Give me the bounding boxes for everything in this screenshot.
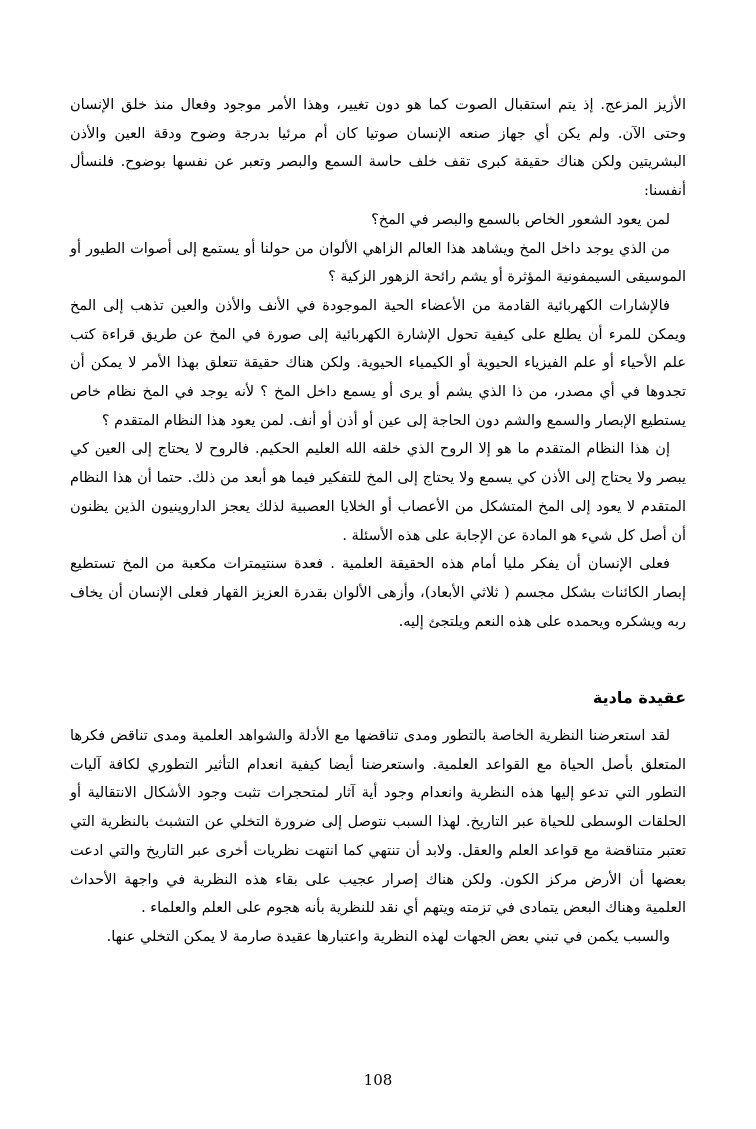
paragraph-8: والسبب يكمن في تبني بعض الجهات لهذه النظرية واعتبارها عقيدة صارمة لا يمكن التخلي عنها. xyxy=(106,928,670,945)
page-number: 108 xyxy=(363,1071,393,1089)
paragraph-1: الأزيز المزعج. إذ يتم استقبال الصوت كما هو دون تغيير، وهذا الأمر موجود وفعال منذ خلق الإنسان وحتى الآن. ولم يكن أي جهاز صنعه الإنسان صوتيا كان أم مرئيا بدرجة وضوح ودقة العين والأذن البشريتين ولكن هناك حقيقة كبرى تقف خلف حاسة السمع والبصر وتعبر عن نفسها بوضوح. فلنسأل أنفسنا: xyxy=(70,97,686,200)
paragraph-5: إن هذا النظام المتقدم ما هو إلا الروح الذي خلقه الله العليم الحكيم. فالروح لا يحتاج إلى العين كي يبصر ولا يحتاج إلى الأذن كي يسمع ولا يحتاج إلى المخ للتفكير فيما هو أبعد من ذلك. حتما أن هذا النظام المتقدم لا يعود إلى المخ المتشكل من الأعصاب أو الخلايا العصبية لذلك يعجز الداروينيون الذين يظنون أن أصل كل شيء هو المادة عن الإجابة على هذه الأسئلة . xyxy=(70,441,686,544)
paragraph-3: من الذي يوجد داخل المخ ويشاهد هذا العالم الزاهي الألوان من حولنا أو يستمع إلى أصوات الطيور أو الموسيقى السيمفونية المؤثرة أو يشم رائحة الزهور الزكية ؟ xyxy=(70,240,686,286)
paragraph-7: لقد استعرضنا النظرية الخاصة بالتطور ومدى تناقضها مع الأدلة والشواهد العلمية ومدى تناقض فكرها المتعلق بأصل الحياة مع القواعد العلمية. واستعرضنا أيضا كيفية انعدام التأثير التطوري لكافة آليات التطور التي تدعو إليها هذه النظرية وانعدام وجود أية آثار لمتحجرات تثبت وجود الأشكال الانتقالية أو الحلقات الوسطى للحياة عبر التاريخ. لهذا السبب نتوصل إلى ضرورة التخلي عن التشبث بالنظرية التي تعتبر متناقضة مع قواعد العلم والعقل. ولابد أن تنتهي كما انتهت نظريات أخرى عبر التاريخ والتي ادعت بعضها أن الأرض مركز الكون. ولكن هناك إصرار عجيب على بقاء هذه النظرية في واجهة الأحداث العلمية وهناك البعض يتمادى في تزمته ويتهم أي نقد للنظرية بأنه هجوم على العلم والعلماء . xyxy=(70,728,686,917)
body-text-top xyxy=(70,91,686,636)
section-heading: عقيدة مادية xyxy=(592,688,686,707)
paragraph-4: فالإشارات الكهربائية القادمة من الأعضاء الحية الموجودة في الأنف والأذن والعين تذهب إلى المخ ويمكن للمرء أن يطلع على كيفية تحول الإشارة الكهربائية إلى صورة في المخ عن طريق قراءة كتب علم الأحياء أو علم الفيزياء الحيوية أو الكيمياء الحيوية. ولكن هناك حقيقة تتعلق بهذا الأمر لا يمكن أن تجدوها في أي مصدر، من ذا الذي يشم أو يرى أو يسمع داخل المخ ؟ لأنه يوجد في المخ نظام خاص يستطيع الإبصار والسمع والشم دون الحاجة إلى عين أو أذن أو أنف. لمن يعود هذا النظام المتقدم ؟ xyxy=(70,297,686,429)
paragraph-6: فعلى الإنسان أن يفكر مليا أمام هذه الحقيقة العلمية . فعدة سنتيمترات مكعبة من المخ تستطيع إبصار الكائنات بشكل مجسم ( ثلاثي الأبعاد)، وأزهى الألوان بقدرة العزيز القهار فعلى الإنسان أن يخاف ربه ويشكره ويحمده على هذه النعم ويلتجئ إليه. xyxy=(70,556,686,630)
paragraph-2: لمن يعود الشعور الخاص بالسمع والبصر في المخ؟ xyxy=(371,211,670,228)
body-text-bottom xyxy=(70,722,686,952)
